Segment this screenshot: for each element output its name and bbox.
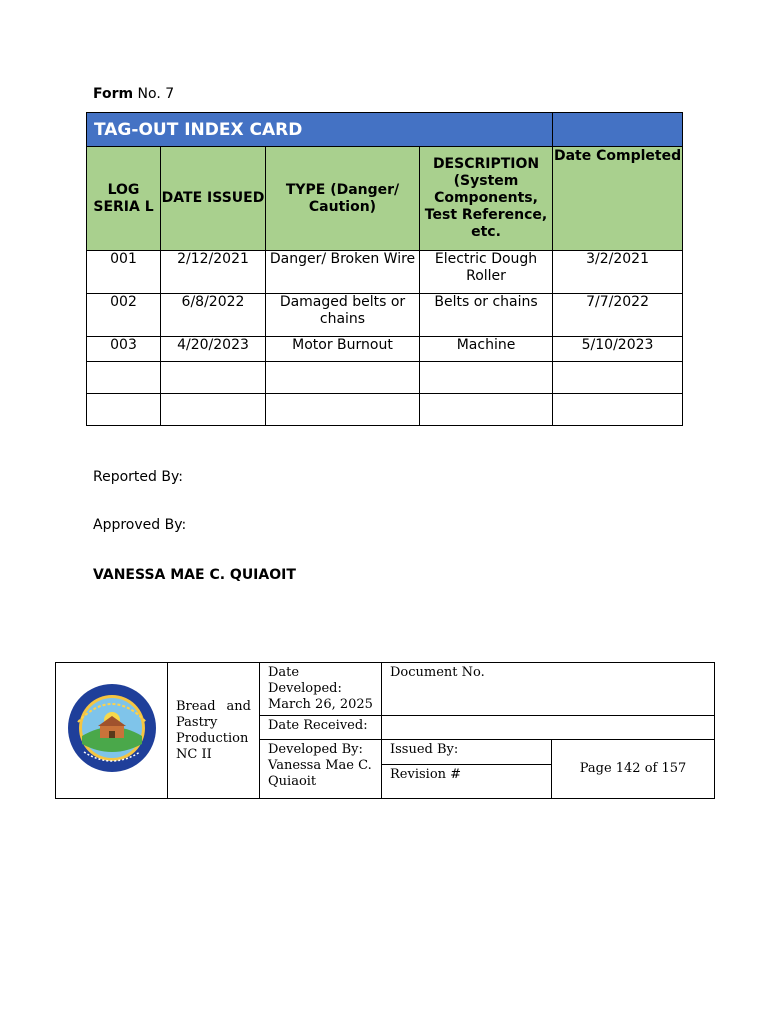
empty-cell: [87, 362, 161, 394]
form-number-value: No. 7: [133, 86, 175, 102]
empty-cell: [266, 394, 420, 426]
approved-by-label: Approved By:: [93, 517, 187, 533]
date-developed: Date Developed: March 26, 2025: [260, 663, 382, 716]
empty-row: [87, 394, 683, 426]
cell-type: Damaged belts or chains: [266, 294, 420, 337]
form-number: [93, 86, 174, 102]
empty-cell: [553, 362, 683, 394]
cell-description: Machine: [420, 337, 553, 362]
cell-log-serial: 001: [87, 251, 161, 294]
revision-number: Revision #: [382, 765, 552, 799]
header-type: TYPE (Danger/ Caution): [266, 147, 420, 251]
logo-cell: [56, 663, 168, 799]
header-date-issued: DATE ISSUED: [161, 147, 266, 251]
header-date-completed: Date Completed: [553, 147, 683, 251]
tag-out-index-card: [86, 112, 683, 426]
document-number: Document No.: [382, 663, 715, 716]
cell-date-issued: 2/12/2021: [161, 251, 266, 294]
cell-type: Danger/ Broken Wire: [266, 251, 420, 294]
header-log-serial: LOG SERIA L: [87, 147, 161, 251]
empty-cell: [420, 394, 553, 426]
empty-cell: [161, 394, 266, 426]
empty-cell: [266, 362, 420, 394]
date-received-value: [382, 716, 715, 740]
cell-date-completed: 5/10/2023: [553, 337, 683, 362]
cell-date-completed: 7/7/2022: [553, 294, 683, 337]
card-title: TAG-OUT INDEX CARD: [87, 113, 553, 147]
cell-description: Electric Dough Roller: [420, 251, 553, 294]
document-footer: [55, 662, 715, 799]
issued-by: Issued By:: [382, 740, 552, 765]
table-row: [87, 337, 683, 362]
empty-cell: [420, 362, 553, 394]
course-name: Bread and Pastry Production NC II: [168, 663, 260, 799]
cell-date-completed: 3/2/2021: [553, 251, 683, 294]
header-description: DESCRIPTION (System Components, Test Reference, etc.: [420, 147, 553, 251]
table-row: [87, 251, 683, 294]
empty-cell: [161, 362, 266, 394]
empty-cell: [553, 394, 683, 426]
school-seal-icon: [66, 682, 158, 774]
reported-by-label: Reported By:: [93, 469, 183, 485]
cell-description: Belts or chains: [420, 294, 553, 337]
empty-cell: [87, 394, 161, 426]
empty-row: [87, 362, 683, 394]
cell-log-serial: 002: [87, 294, 161, 337]
form-label: Form: [93, 86, 134, 102]
cell-log-serial: 003: [87, 337, 161, 362]
title-blank-cell: [553, 113, 683, 147]
date-received: Date Received:: [260, 716, 382, 740]
cell-date-issued: 6/8/2022: [161, 294, 266, 337]
developed-by: Developed By: Vanessa Mae C. Quiaoit: [260, 740, 382, 799]
cell-date-issued: 4/20/2023: [161, 337, 266, 362]
table-row: [87, 294, 683, 337]
cell-type: Motor Burnout: [266, 337, 420, 362]
page-number: Page 142 of 157: [552, 740, 715, 799]
approver-name: VANESSA MAE C. QUIAOIT: [93, 567, 296, 583]
